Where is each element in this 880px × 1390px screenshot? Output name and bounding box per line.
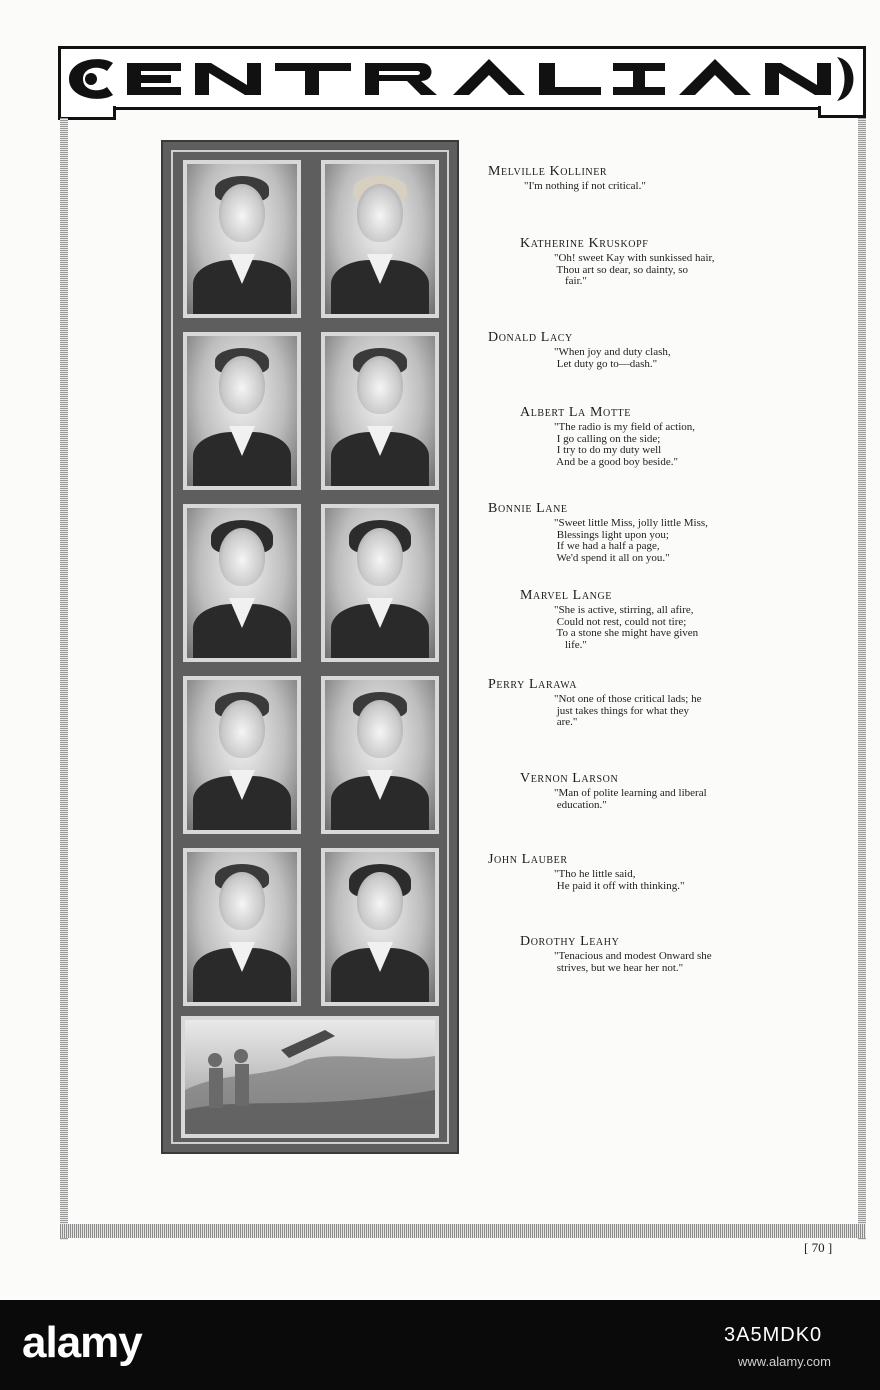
sketch-drawing: [185, 1020, 435, 1134]
student-quote: "Not one of those critical lads; he just takes things for what they are.": [554, 693, 702, 728]
portrait-photo: [321, 160, 439, 318]
student-name: Katherine Kruskopf: [520, 236, 649, 251]
student-name: Perry Larawa: [488, 677, 578, 692]
portrait-photo: [321, 332, 439, 490]
student-name: Donald Lacy: [488, 330, 573, 345]
student-entry: [488, 852, 684, 892]
decorative-sketch-illustration: [181, 1016, 439, 1138]
student-entry: [488, 330, 671, 370]
student-entry: [488, 501, 708, 564]
student-quote: "The radio is my field of action, I go calling on the side; I try to do my duty well And be a good boy beside.": [554, 421, 696, 468]
student-entry: [520, 405, 695, 468]
right-border-rule: [858, 118, 866, 1240]
student-entry: [520, 588, 698, 651]
page-number: [ 70 ]: [804, 1240, 833, 1255]
left-border-rule: [60, 118, 68, 1240]
student-name: Vernon Larson: [520, 771, 619, 786]
student-quote: "Oh! sweet Kay with sunkissed hair, Thou art so dear, so dainty, so fair.": [554, 252, 715, 287]
student-quote: "Sweet little Miss, jolly little Miss, Blessings light upon you; If we had a half a page, We'd spend it all on you.": [554, 517, 708, 564]
student-entry: [520, 771, 707, 811]
portrait-photo: [183, 504, 301, 662]
watermark-logo: alamy: [22, 1318, 142, 1367]
portrait-photo: [183, 332, 301, 490]
student-quote: "When joy and duty clash, Let duty go to—dash.": [554, 346, 671, 370]
student-quote: "Tho he little said, He paid it off with thinking.": [554, 868, 685, 892]
portrait-photo: [183, 160, 301, 318]
portrait-photo: [183, 676, 301, 834]
student-quote: "She is active, stirring, all afire, Could not rest, could not tire; To a stone she might have given life.": [554, 604, 699, 651]
student-entry: [520, 934, 712, 974]
student-name: John Lauber: [488, 852, 568, 867]
portrait-photo: [321, 504, 439, 662]
portrait-photo: [321, 676, 439, 834]
student-entry: [520, 236, 714, 288]
student-name: Bonnie Lane: [488, 501, 568, 516]
watermark-url: www.alamy.com: [738, 1354, 831, 1369]
portrait-photo: [183, 848, 301, 1006]
student-name: Albert La Motte: [520, 405, 631, 420]
student-quote: "Tenacious and modest Onward she strives, but we hear her not.": [554, 950, 712, 974]
portrait-photo: [321, 848, 439, 1006]
decorative-header-banner: [58, 46, 866, 110]
student-entry: [488, 164, 646, 193]
student-entry: [488, 677, 701, 729]
banner-right-bracket: [818, 106, 866, 118]
watermark-image-id: 3A5MDK0: [724, 1324, 823, 1346]
student-quote: "I'm nothing if not critical.": [524, 180, 646, 192]
student-name: Melville Kolliner: [488, 164, 608, 179]
student-name: Dorothy Leahy: [520, 934, 620, 949]
student-name: Marvel Lange: [520, 588, 613, 603]
student-quote: "Man of polite learning and liberal education.": [554, 787, 707, 811]
portrait-panel: [161, 140, 459, 1154]
bottom-border-rule: [60, 1224, 866, 1238]
banner-lettering-art: [61, 49, 863, 107]
